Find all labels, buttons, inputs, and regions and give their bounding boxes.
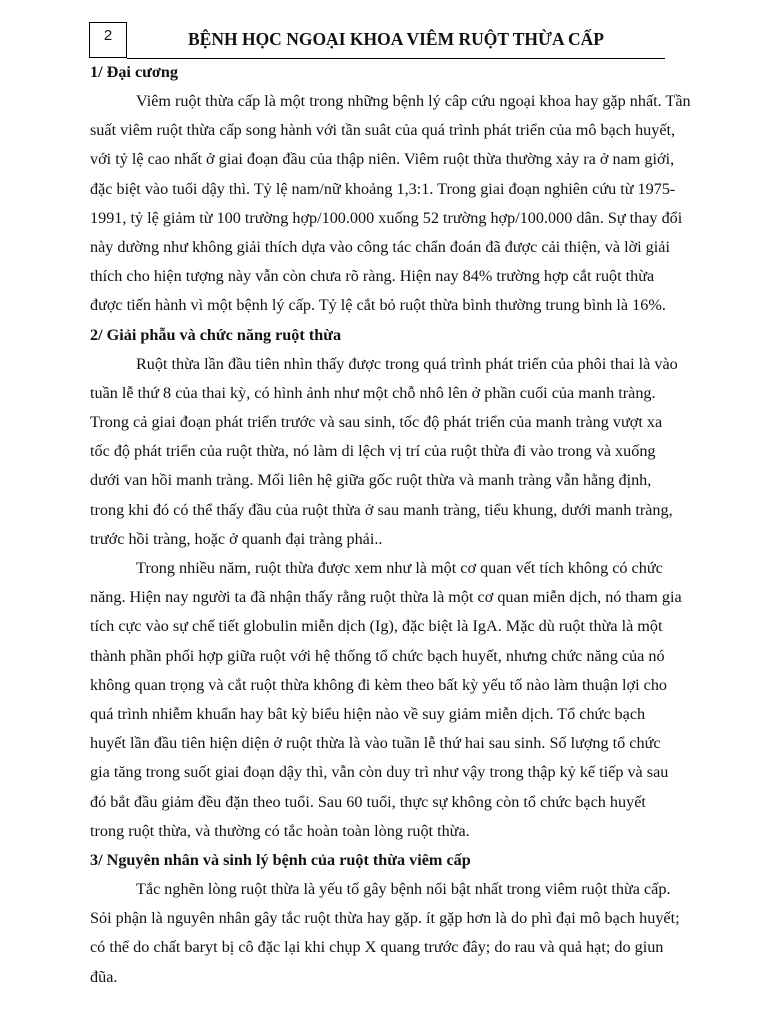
text-line: năng. Hiện nay người ta đã nhận thấy rằng ruột thừa là một cơ quan miễn dịch, nó tham gia: [90, 588, 682, 607]
text-line: trước hồi tràng, hoặc ở quanh đại tràng phải..: [90, 529, 383, 548]
text-line: tích cực vào sự chế tiết globulin miễn dịch (Ig), đặc biệt là IgA. Mặc dù ruột thừa là một: [90, 617, 663, 636]
text-line: đũa.: [90, 967, 118, 986]
text-line: huyết lần đầu tiên hiện diện ở ruột thừa là vào tuần lễ thứ hai sau sinh. Số lượng tổ chức: [90, 734, 661, 753]
header-title: BỆNH HỌC NGOẠI KHOA VIÊM RUỘT THỪA CẤP: [187, 29, 604, 49]
text-line: suất viêm ruột thừa cấp song hành với tần suât của quá trình phát triển của mô bạch huyết,: [90, 121, 676, 140]
text-line: 1991, tỷ lệ giảm từ 100 trường hợp/100.000 xuống 52 trường hợp/100.000 dân. Sự thay đổi: [90, 208, 683, 227]
text-line: dưới van hồi manh tràng. Mối liên hệ giữa gốc ruột thừa và manh tràng vẫn hằng định,: [90, 471, 652, 490]
text-line: Viêm ruột thừa cấp là một trong những bệnh lý câp cứu ngoại khoa hay gặp nhất. Tần: [136, 92, 691, 110]
text-line: Ruột thừa lần đầu tiên nhìn thấy được trong quá trình phát triển của phôi thai là vào: [136, 354, 678, 373]
text-line: trong ruột thừa, và thường có tắc hoàn toàn lòng ruột thừa.: [90, 821, 470, 840]
text-line: Trong nhiều năm, ruột thừa được xem như là một cơ quan vết tích không có chức: [136, 559, 663, 578]
text-line: không quan trọng và cắt ruột thừa không đi kèm theo bất kỳ yếu tố nào làm thuận lợi cho: [90, 675, 668, 694]
paragraph: [90, 350, 696, 554]
text-line: này dường như không giải thích dựa vào công tác chẩn đoán đã được cải thiện, và lời giải: [90, 238, 670, 257]
section-heading: 1/ Đại cương: [90, 63, 178, 81]
paragraph: [90, 875, 696, 992]
text-line: đặc biệt vào tuổi dậy thì. Tỷ lệ nam/nữ khoảng 1,3:1. Trong giai đoạn nghiên cứu từ 1975-: [90, 179, 676, 198]
text-line: Tắc nghẽn lòng ruột thừa là yếu tố gây bệnh nổi bật nhất trong viêm ruột thừa cấp.: [136, 880, 671, 899]
text-line: thành phần phối hợp giữa ruột với hệ thống tổ chức bạch huyết, nhưng chức năng của nó: [90, 646, 665, 665]
text-line: trong khi đó có thể thấy đầu của ruột thừa ở sau manh tràng, tiểu khung, dưới manh tràng,: [90, 500, 673, 519]
text-line: tốc độ phát triển của ruột thừa, nó làm di lệch vị trí của ruột thừa đi vào trong và xuống: [90, 442, 656, 461]
text-line: với tỷ lệ cao nhất ở giai đoạn đầu của thập niên. Viêm ruột thừa thường xảy ra ở nam giới,: [90, 150, 675, 169]
paragraph: [90, 87, 696, 321]
text-line: gia tăng trong suốt giai đoạn dậy thì, vẫn còn duy trì như vậy trong thập kỷ kế tiếp và sau: [90, 763, 669, 782]
document-body: [90, 58, 696, 992]
text-line: được tiến hành vì một bệnh lý cấp. Tỷ lệ cắt bỏ ruột thừa bình thường trung bình là 16%.: [90, 296, 666, 315]
section-heading: 2/ Giải phẫu và chức năng ruột thừa: [90, 325, 342, 344]
section-heading: 3/ Nguyên nhân và sinh lý bệnh của ruột thừa viêm cấp: [90, 851, 471, 870]
paragraph: [90, 554, 696, 846]
text-line: Sỏi phận là nguyên nhân gây tắc ruột thừa hay gặp. ít gặp hơn là do phì đại mô bạch huyết;: [90, 909, 680, 928]
text-line: quá trình nhiễm khuẩn hay bât kỳ biểu hiện nào về suy giảm miễn dịch. Tổ chức bạch: [90, 705, 646, 724]
text-line: có thể do chất baryt bị cô đặc lại khi chụp X quang trước đây; do rau và quả hạt; do giun: [90, 938, 664, 957]
text-line: thích cho hiện tượng này vẫn còn chưa rõ ràng. Hiện nay 84% trường hợp cắt ruột thừa: [90, 267, 655, 286]
text-line: tuần lễ thứ 8 của thai kỳ, có hình ảnh như một chỗ nhô lên ở phần cuối của manh tràng.: [90, 383, 656, 402]
text-line: đó bắt đầu giảm đều đặn theo tuổi. Sau 60 tuổi, thực sự không còn tổ chức bạch huyết: [90, 792, 646, 811]
text-line: Trong cả giai đoạn phát triển trước và sau sinh, tốc độ phát triển của manh tràng vượt xa: [90, 413, 663, 432]
page-number-box: 2: [89, 22, 127, 58]
